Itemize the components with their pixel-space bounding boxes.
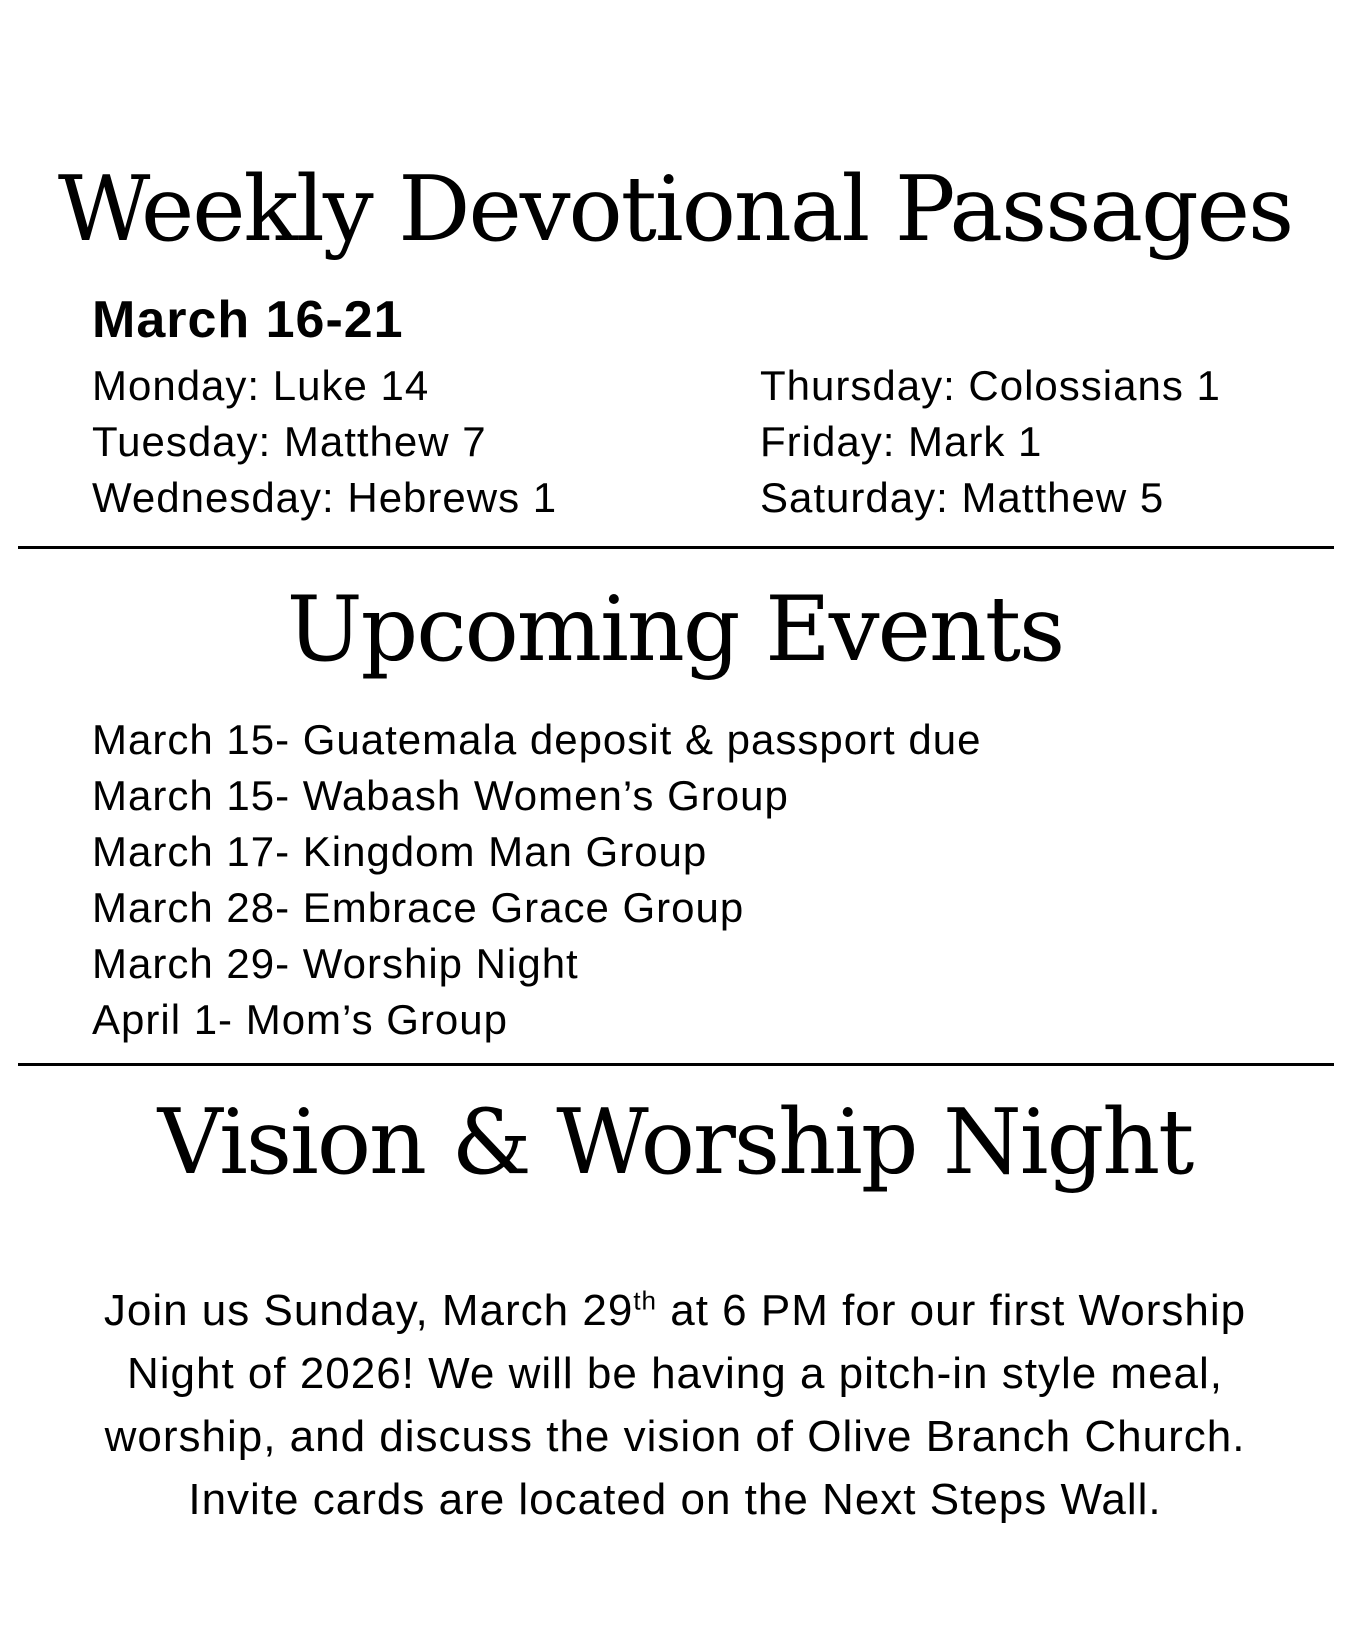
reading-item-monday: Monday: Luke 14 [92,362,430,409]
event-item: March 15- Guatemala deposit & passport due [92,716,982,763]
devotional-title: Weekly Devotional Passages [57,157,1293,262]
vision-title: Vision & Worship Night [157,1090,1193,1195]
events-title: Upcoming Events [286,577,1064,682]
event-item: March 17- Kingdom Man Group [92,828,708,875]
events-list [92,712,981,1048]
reading-item-wednesday: Wednesday: Hebrews 1 [92,474,558,521]
event-item: March 29- Worship Night [92,940,579,987]
readings-right-column [760,358,1221,526]
devotional-week-range: March 16-21 [92,291,404,349]
reading-item-thursday: Thursday: Colossians 1 [760,362,1221,409]
section-divider [18,1063,1334,1066]
readings-left-column [92,358,557,526]
vision-text-part2: at 6 PM for our first Worship Night of 2026! We will be having a pitch-in style meal, worship, and discuss the vision of Olive Branch Church. Invite cards are located on the Next Steps Wall. [104,1286,1247,1524]
event-item: March 28- Embrace Grace Group [92,884,745,931]
reading-item-tuesday: Tuesday: Matthew 7 [92,418,487,465]
vision-text-part1: Join us Sunday, March 29 [103,1286,634,1335]
reading-item-saturday: Saturday: Matthew 5 [760,474,1165,521]
event-item: March 15- Wabash Women’s Group [92,772,789,819]
vision-description [60,1279,1290,1531]
reading-item-friday: Friday: Mark 1 [760,418,1043,465]
event-item: April 1- Mom’s Group [92,996,509,1043]
date-ordinal-suffix: th [633,1285,657,1316]
section-divider [18,546,1334,549]
